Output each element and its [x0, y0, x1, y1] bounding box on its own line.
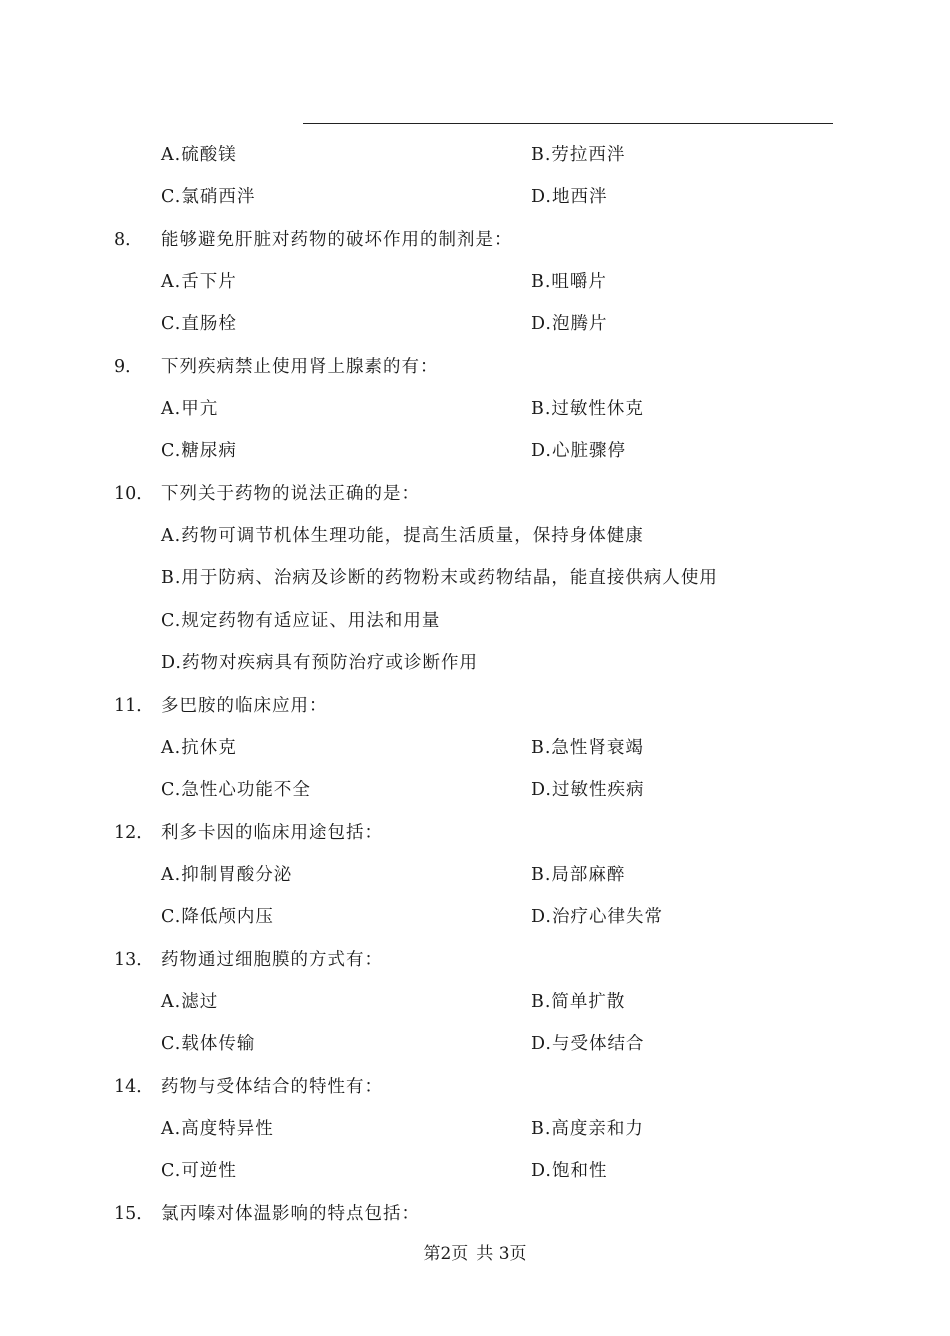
q11-option-b: B.急性肾衰竭	[531, 738, 644, 758]
q12-option-a: A.抑制胃酸分泌	[161, 865, 293, 885]
q9-option-b: B.过敏性休克	[531, 399, 644, 419]
q13-option-d: D.与受体结合	[531, 1034, 645, 1054]
q7-option-b: B.劳拉西泮	[531, 145, 626, 165]
q7-option-c: C.氯硝西泮	[161, 187, 256, 207]
q8-option-a: A.舌下片	[161, 272, 237, 292]
q13-option-a: A.滤过	[161, 992, 219, 1012]
q12-stem: 利多卡因的临床用途包括：	[161, 823, 383, 843]
q8-stem: 能够避免肝脏对药物的破坏作用的制剂是：	[161, 230, 513, 250]
q11-stem: 多巴胺的临床应用：	[161, 696, 328, 716]
q14-option-d: D.饱和性	[531, 1161, 608, 1181]
q11-option-a: A.抗休克	[161, 738, 237, 758]
page-total: 共 3页	[476, 1244, 527, 1264]
q15-stem: 氯丙嗪对体温影响的特点包括：	[161, 1204, 420, 1224]
q8-option-d: D.泡腾片	[531, 314, 608, 334]
q13-option-c: C.载体传输	[161, 1034, 256, 1054]
q9-option-a: A.甲亢	[161, 399, 219, 419]
q14-option-c: C.可逆性	[161, 1161, 237, 1181]
q9-number: 9．	[114, 357, 143, 377]
q11-number: 11．	[114, 696, 154, 716]
q14-stem: 药物与受体结合的特性有：	[161, 1077, 383, 1097]
page-number: 第2页	[423, 1244, 469, 1264]
q13-number: 13．	[114, 950, 154, 970]
q10-option-a: A.药物可调节机体生理功能，提高生活质量，保持身体健康	[161, 526, 644, 546]
q10-stem: 下列关于药物的说法正确的是：	[161, 484, 420, 504]
q11-option-d: D.过敏性疾病	[531, 780, 645, 800]
q10-option-d: D.药物对疾病具有预防治疗或诊断作用	[161, 653, 478, 673]
q10-option-b: B.用于防病、治病及诊断的药物粉末或药物结晶，能直接供病人使用	[161, 568, 718, 588]
q10-option-c: C.规定药物有适应证、用法和用量	[161, 611, 441, 631]
q14-option-b: B.高度亲和力	[531, 1119, 644, 1139]
q9-option-d: D.心脏骤停	[531, 441, 626, 461]
q15-number: 15．	[114, 1204, 154, 1224]
q9-option-c: C.糖尿病	[161, 441, 237, 461]
q12-option-c: C.降低颅内压	[161, 907, 274, 927]
page-footer	[0, 1243, 950, 1265]
q14-number: 14．	[114, 1077, 154, 1097]
header-rule	[303, 123, 833, 124]
q7-option-d: D.地西泮	[531, 187, 608, 207]
q9-stem: 下列疾病禁止使用肾上腺素的有：	[161, 357, 439, 377]
q8-option-b: B.咀嚼片	[531, 272, 607, 292]
q11-option-c: C.急性心功能不全	[161, 780, 311, 800]
q13-stem: 药物通过细胞膜的方式有：	[161, 950, 383, 970]
q7-option-a: A.硫酸镁	[161, 145, 237, 165]
q13-option-b: B.简单扩散	[531, 992, 626, 1012]
q10-number: 10．	[114, 484, 154, 504]
q8-number: 8．	[114, 230, 143, 250]
q8-option-c: C.直肠栓	[161, 314, 237, 334]
q12-option-d: D.治疗心律失常	[531, 907, 663, 927]
q14-option-a: A.高度特异性	[161, 1119, 274, 1139]
q12-number: 12．	[114, 823, 154, 843]
q12-option-b: B.局部麻醉	[531, 865, 626, 885]
